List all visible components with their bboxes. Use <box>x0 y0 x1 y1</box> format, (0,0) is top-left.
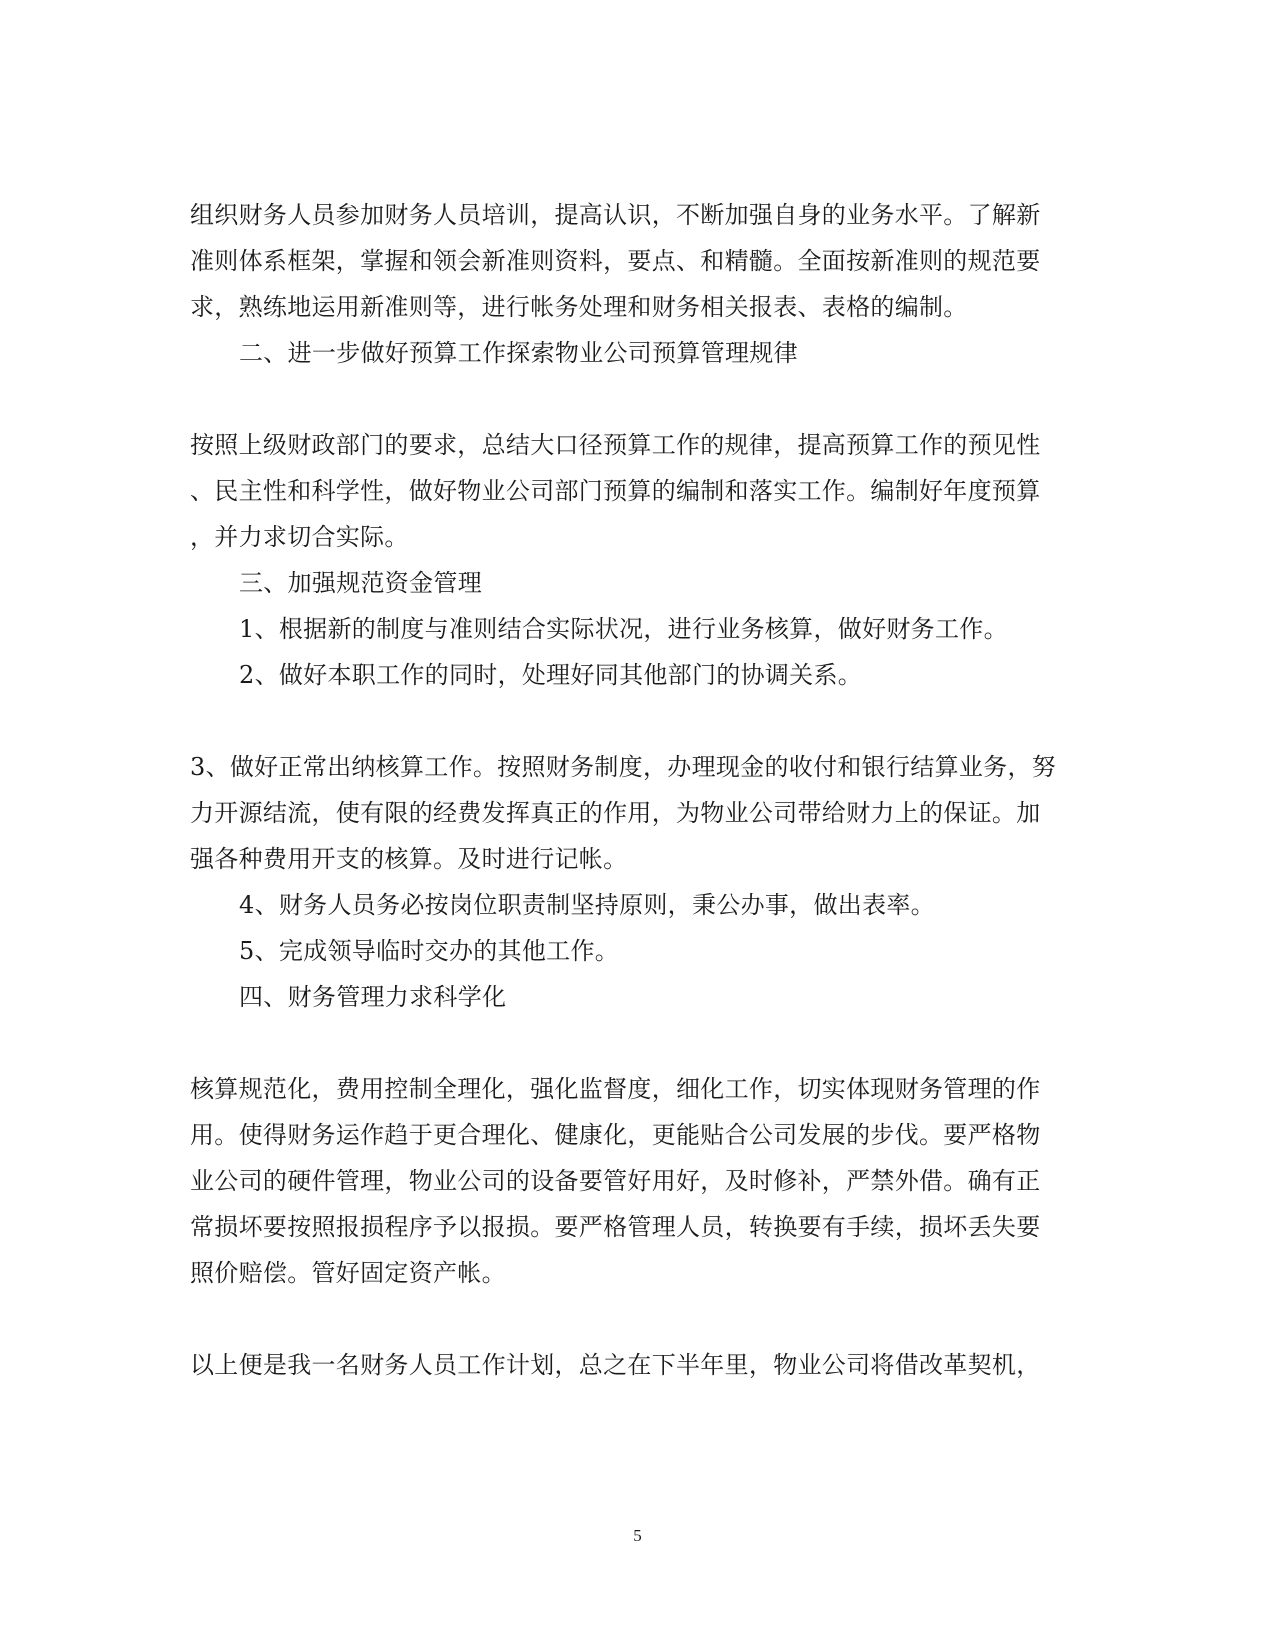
paragraph-line: 用。使得财务运作趋于更合理化、健康化，更能贴合公司发展的步伐。要严格物 <box>190 1121 1041 1149</box>
paragraph-line: 强各种费用开支的核算。及时进行记帐。 <box>190 845 628 873</box>
page-number: 5 <box>633 1526 642 1545</box>
list-item: 1、根据新的制度与准则结合实际状况，进行业务核算，做好财务工作。 <box>239 615 1008 643</box>
list-item: 5、完成领导临时交办的其他工作。 <box>239 937 620 965</box>
paragraph-line: ，并力求切合实际。 <box>190 523 409 551</box>
list-item: 4、财务人员务必按岗位职责制坚持原则，秉公办事，做出表率。 <box>239 891 935 919</box>
section-heading: 三、加强规范资金管理 <box>239 569 482 597</box>
section-heading: 二、进一步做好预算工作探索物业公司预算管理规律 <box>239 339 798 367</box>
paragraph-line: 求，熟练地运用新准则等，进行帐务处理和财务相关报表、表格的编制。 <box>190 293 968 321</box>
paragraph-line: 、民主性和科学性，做好物业公司部门预算的编制和落实工作。编制好年度预算 <box>190 477 1041 505</box>
paragraph-line: 业公司的硬件管理，物业公司的设备要管好用好，及时修补，严禁外借。确有正 <box>190 1167 1041 1195</box>
paragraph-line: 核算规范化，费用控制全理化，强化监督度，细化工作，切实体现财务管理的作 <box>190 1075 1041 1103</box>
section-heading: 四、财务管理力求科学化 <box>239 983 507 1011</box>
list-item: 2、做好本职工作的同时，处理好同其他部门的协调关系。 <box>239 661 863 689</box>
paragraph-line: 照价赔偿。管好固定资产帐。 <box>190 1259 506 1287</box>
paragraph-line: 按照上级财政部门的要求，总结大口径预算工作的规律，提高预算工作的预见性 <box>190 431 1041 459</box>
paragraph-line: 常损坏要按照报损程序予以报损。要严格管理人员，转换要有手续，损坏丢失要 <box>190 1213 1041 1241</box>
paragraph-line: 以上便是我一名财务人员工作计划，总之在下半年里，物业公司将借改革契机， <box>190 1351 1041 1379</box>
paragraph-line: 力开源结流，使有限的经费发挥真正的作用，为物业公司带给财力上的保证。加 <box>190 799 1041 827</box>
paragraph-line: 3、做好正常出纳核算工作。按照财务制度，办理现金的收付和银行结算业务，努 <box>190 753 1057 781</box>
paragraph-line: 准则体系框架，掌握和领会新准则资料，要点、和精髓。全面按新准则的规范要 <box>190 247 1041 275</box>
paragraph-line: 组织财务人员参加财务人员培训，提高认识，不断加强自身的业务水平。了解新 <box>190 201 1041 229</box>
